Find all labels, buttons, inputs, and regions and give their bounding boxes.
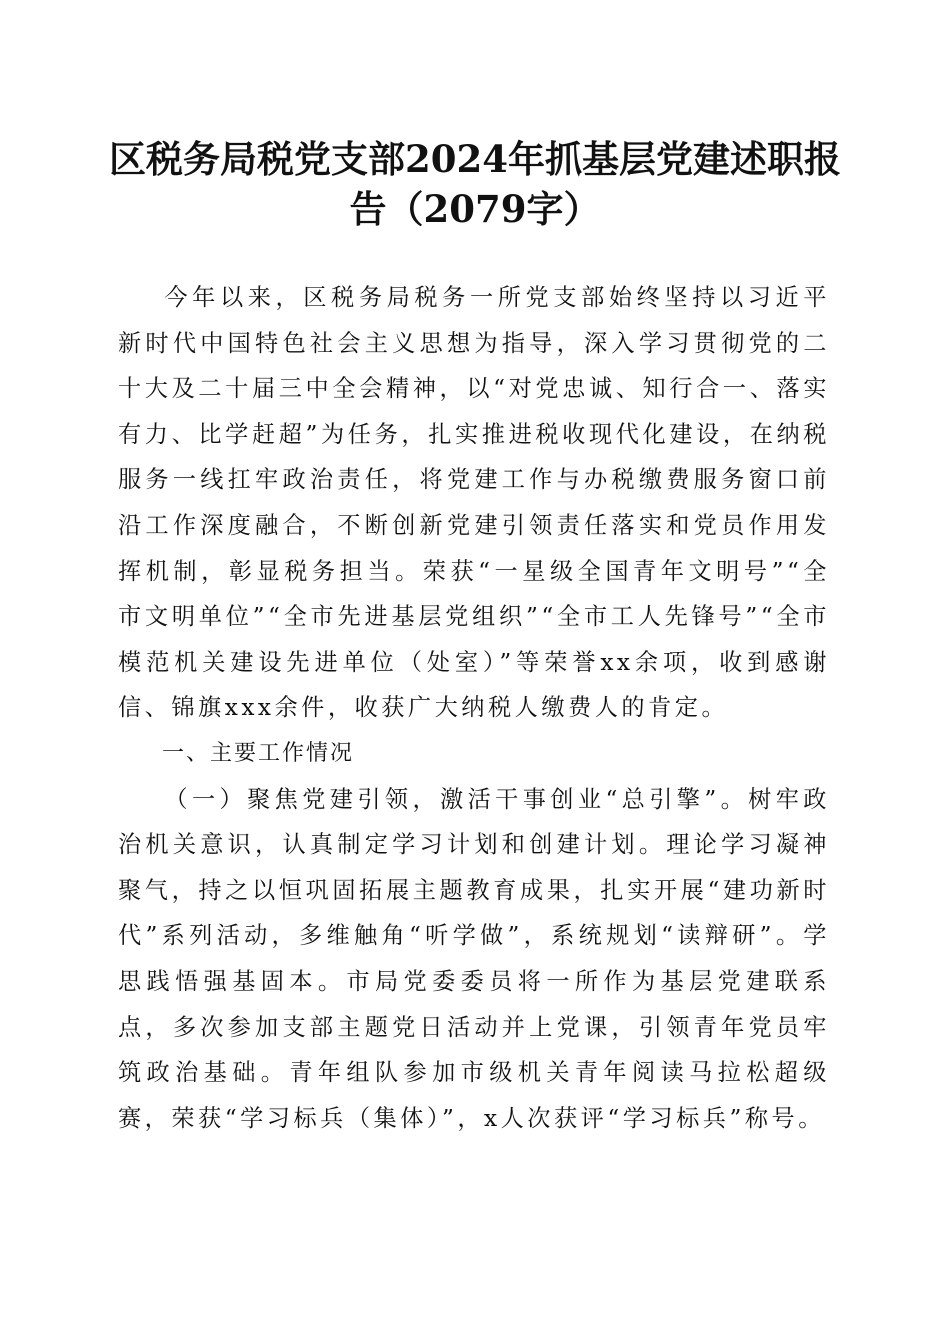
document-title [100,134,850,234]
section-paragraph: （一）聚焦党建引领，激活干事创业“总引擎”。树牢政治机关意识，认真制定学习计划和创建计划。理论学习凝神聚气，持之以恒巩固拓展主题教育成果，扎实开展“建功新时代”系列活动，多维触角“听学做”，系统规划“读辩研”。学思践悟强基固本。市局党委委员将一所作为基层党建联系点，多次参加支部主题党日活动并上党课，引领青年党员牢筑政治基础。青年组队参加市级机关青年阅读马拉松超级赛，荣获“学习标兵（集体）”，x人次获评“学习标兵”称号。 [118,785,830,1132]
document-body [118,275,830,1141]
title-line-1: 区税务局税党支部2024年抓基层党建述职报 [109,137,841,181]
title-line-2: 告（2079字） [349,187,601,231]
section-heading: 一、主要工作情况 [162,740,355,766]
intro-paragraph: 今年以来，区税务局税务一所党支部始终坚持以习近平新时代中国特色社会主义思想为指导，深入学习贯彻党的二十大及二十届三中全会精神，以“对党忠诚、知行合一、落实有力、比学赶超”为任务，扎实推进税收现代化建设，在纳税服务一线扛牢政治责任，将党建工作与办税缴费服务窗口前沿工作深度融合，不断创新党建引领责任落实和党员作用发挥机制，彰显税务担当。荣获“一星级全国青年文明号”“全市文明单位”“全市先进基层党组织”“全市工人先锋号”“全市模范机关建设先进单位（处室）”等荣誉xx余项，收到感谢信、锦旗xxx余件，收获广大纳税人缴费人的肯定。 [118,284,830,722]
